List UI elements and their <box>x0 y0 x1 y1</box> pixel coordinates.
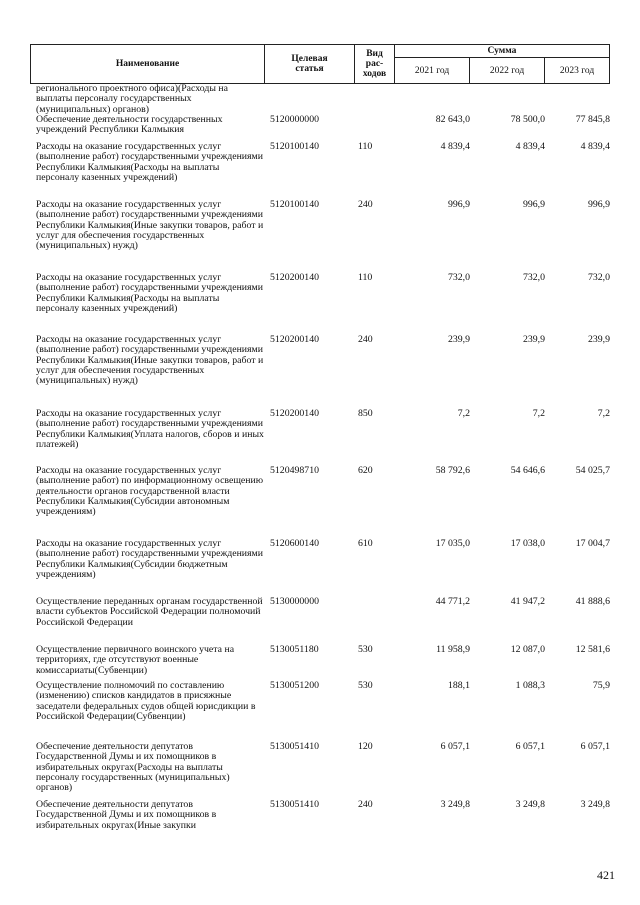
row-2023: 6 057,1 <box>580 741 610 752</box>
row-2021: 239,9 <box>447 334 470 345</box>
header-2022: 2022 год <box>469 57 545 84</box>
row-2022: 996,9 <box>522 199 545 210</box>
table-row <box>30 142 610 200</box>
header-sum: Сумма <box>394 44 610 58</box>
row-code: 5120600140 <box>270 538 319 549</box>
row-2023: 75,9 <box>592 680 610 691</box>
row-type: 120 <box>358 741 373 752</box>
table-row <box>30 409 610 466</box>
header-code: Целевая статья <box>264 44 355 84</box>
row-name: Обеспечение деятельности государственных учреждений Республики Калмыкия <box>36 114 223 136</box>
row-name: Расходы на оказание государственных услуг (выполнение работ) государственными учреждениями Республики Калмыкия(Уплата налогов, сборов и иных платежей) <box>36 408 264 450</box>
row-name: Расходы на оказание государственных услуг (выполнение работ) государственными учреждениями Республики Калмыкия(Иные закупки товаров, работ и услуг для обеспечения государственных (муниципальных) нужд) <box>36 199 264 252</box>
row-2022: 12 087,0 <box>510 644 545 655</box>
row-2023: 77 845,8 <box>575 114 610 125</box>
row-name: Расходы на оказание государственных услуг (выполнение работ) по информационному освещению деятельности органов государственной власти Республики Калмыкия(Субсидии автономным учреждениям) <box>36 465 264 518</box>
row-type <box>355 115 395 142</box>
row-2023: 4 839,4 <box>580 141 610 152</box>
row-2022: 17 038,0 <box>510 538 545 549</box>
header-type: Вид рас-ходов <box>354 44 395 84</box>
row-2023: 732,0 <box>587 272 610 283</box>
row-code <box>265 84 355 115</box>
row-2022: 1 088,3 <box>515 680 545 691</box>
row-name: Расходы на оказание государственных услуг (выполнение работ) государственными учреждениями Республики Калмыкия(Субсидии бюджетным учреждениям) <box>36 538 264 580</box>
row-2021: 732,0 <box>447 272 470 283</box>
row-code: 5130000000 <box>270 596 319 607</box>
row-type: 610 <box>358 538 373 549</box>
table-row <box>30 539 610 597</box>
row-2022: 239,9 <box>522 334 545 345</box>
table-row <box>30 84 610 115</box>
row-type <box>355 597 395 645</box>
row-2022: 4 839,4 <box>515 141 545 152</box>
row-type: 240 <box>358 199 373 210</box>
row-name: Осуществление переданных органам государственной власти субъектов Российской Федерации полномочий Российской Федерации <box>36 596 263 628</box>
row-type: 850 <box>358 408 373 419</box>
row-2021: 7,2 <box>457 408 470 419</box>
row-name: регионального проектного офиса)(Расходы на выплаты персоналу государственных (муниципальных) органов) <box>36 83 228 115</box>
table-row <box>30 681 610 742</box>
row-2023: 239,9 <box>587 334 610 345</box>
row-2023: 17 004,7 <box>575 538 610 549</box>
row-2021: 3 249,8 <box>440 799 470 810</box>
row-2021: 17 035,0 <box>435 538 470 549</box>
row-code: 5120200140 <box>270 408 319 419</box>
table-row <box>30 335 610 409</box>
table-row <box>30 597 610 645</box>
row-2021: 58 792,6 <box>435 465 470 476</box>
row-name: Обеспечение деятельности депутатов Государственной Думы и их помощников в избирательных округах(Расходы на выплаты персоналу государственных (муниципальных) органов) <box>36 741 230 794</box>
row-2021: 82 643,0 <box>435 114 470 125</box>
row-type: 620 <box>358 465 373 476</box>
table-body <box>30 84 610 836</box>
table-row <box>30 645 610 681</box>
row-2023: 7,2 <box>597 408 610 419</box>
page-number: 421 <box>597 868 615 882</box>
row-2023: 12 581,6 <box>575 644 610 655</box>
row-code: 5130051200 <box>270 680 319 691</box>
header-2021: 2021 год <box>394 57 470 84</box>
table-row <box>30 742 610 800</box>
row-2022: 6 057,1 <box>515 741 545 752</box>
row-code: 5120000000 <box>270 114 319 125</box>
row-2021: 996,9 <box>447 199 470 210</box>
row-name: Осуществление первичного воинского учета на территориях, где отсутствуют военные комиссариаты(Субвенции) <box>36 644 235 676</box>
row-2022: 54 646,6 <box>510 465 545 476</box>
row-2022 <box>470 84 545 115</box>
row-name: Осуществление полномочий по составлению (изменению) списков кандидатов в присяжные заседатели федеральных судов общей юрисдикции в Российской Федерации(Субвенции) <box>36 680 256 722</box>
row-name: Расходы на оказание государственных услуг (выполнение работ) государственными учреждениями Республики Калмыкия(Расходы на выплаты персоналу казенных учреждений) <box>36 141 264 183</box>
row-type: 530 <box>358 680 373 691</box>
row-type: 530 <box>358 644 373 655</box>
row-2021: 6 057,1 <box>440 741 470 752</box>
row-code: 5120100140 <box>270 141 319 152</box>
row-code: 5120200140 <box>270 334 319 345</box>
row-name: Расходы на оказание государственных услуг (выполнение работ) государственными учреждениями Республики Калмыкия(Иные закупки товаров, работ и услуг для обеспечения государственных (муниципальных) нужд) <box>36 334 264 387</box>
row-code: 5130051410 <box>270 799 319 810</box>
table-row <box>30 800 610 836</box>
row-2022: 3 249,8 <box>515 799 545 810</box>
row-code: 5130051410 <box>270 741 319 752</box>
row-type: 240 <box>358 799 373 810</box>
row-2021: 4 839,4 <box>440 141 470 152</box>
header-name: Наименование <box>30 44 265 84</box>
table-header <box>30 44 610 84</box>
row-2022: 41 947,2 <box>510 596 545 607</box>
row-2023: 3 249,8 <box>580 799 610 810</box>
row-2023: 41 888,6 <box>575 596 610 607</box>
table-row <box>30 273 610 335</box>
table-row <box>30 200 610 273</box>
row-2023: 54 025,7 <box>575 465 610 476</box>
row-2021: 44 771,2 <box>435 596 470 607</box>
row-2021: 188,1 <box>447 680 470 691</box>
row-code: 5120200140 <box>270 272 319 283</box>
row-2021: 11 958,9 <box>436 644 470 655</box>
row-2023: 996,9 <box>587 199 610 210</box>
row-type <box>355 84 395 115</box>
row-code: 5120498710 <box>270 465 319 476</box>
row-2022: 732,0 <box>522 272 545 283</box>
table-row <box>30 115 610 142</box>
table-row <box>30 466 610 539</box>
row-type: 110 <box>358 272 373 283</box>
row-code: 5120100140 <box>270 199 319 210</box>
row-2023 <box>545 84 610 115</box>
row-2021 <box>395 84 470 115</box>
row-type: 110 <box>358 141 373 152</box>
header-2023: 2023 год <box>544 57 610 84</box>
row-type: 240 <box>358 334 373 345</box>
row-name: Расходы на оказание государственных услуг (выполнение работ) государственными учреждениями Республики Калмыкия(Расходы на выплаты персоналу казенных учреждений) <box>36 272 264 314</box>
row-2022: 78 500,0 <box>510 114 545 125</box>
row-code: 5130051180 <box>270 644 319 655</box>
row-name: Обеспечение деятельности депутатов Государственной Думы и их помощников в избирательных округах(Иные закупки <box>36 799 217 831</box>
row-2022: 7,2 <box>532 408 545 419</box>
